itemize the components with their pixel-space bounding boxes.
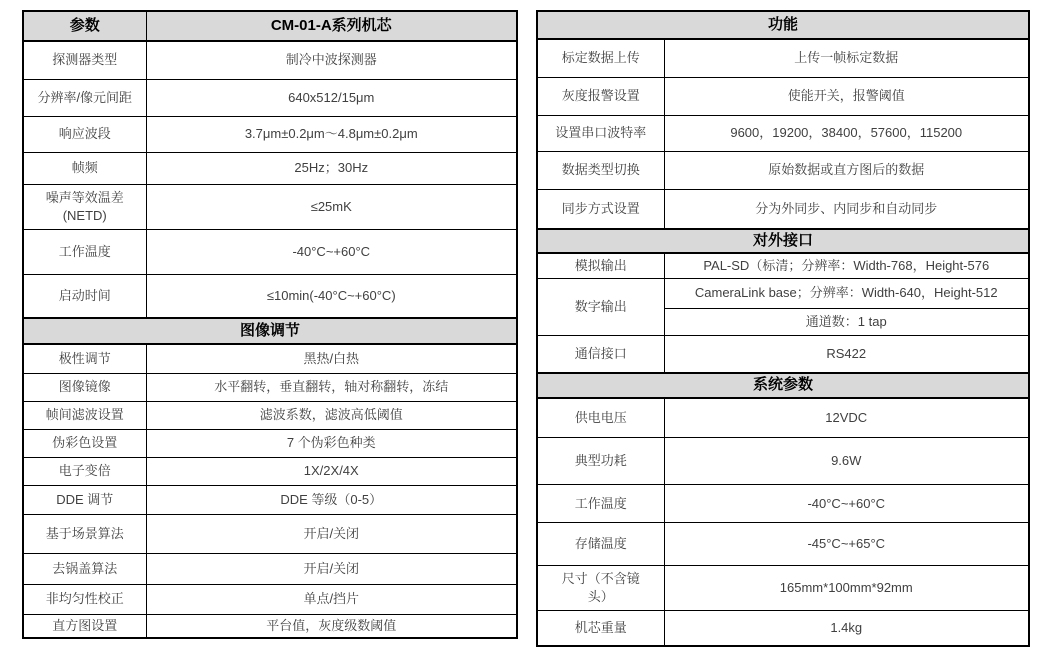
row-value: 使能开关，报警阈值 [664, 77, 1029, 115]
row-label: 分辨率/像元间距 [23, 79, 146, 116]
section-header-row [23, 318, 517, 344]
table-row [537, 335, 1029, 373]
table-row [537, 189, 1029, 229]
row-label: 供电电压 [537, 398, 664, 438]
row-value: 9.6W [664, 438, 1029, 485]
section-header-row [537, 229, 1029, 253]
row-value: DDE 等级（0-5） [146, 485, 517, 514]
row-value: 640x512/15μm [146, 79, 517, 116]
section-header-row [537, 373, 1029, 397]
table-row [23, 485, 517, 514]
row-label: 灰度报警设置 [537, 77, 664, 115]
row-value: 1X/2X/4X [146, 457, 517, 485]
row-label: 启动时间 [23, 274, 146, 318]
row-value: 3.7μm±0.2μm～4.8μm±0.2μm [146, 116, 517, 152]
row-value: ≤25mK [146, 184, 517, 229]
row-value: 9600，19200，38400，57600，115200 [664, 115, 1029, 151]
table-row [537, 39, 1029, 77]
section-title-functions: 功能 [537, 11, 1029, 39]
row-value: -40°C~+60°C [146, 229, 517, 274]
row-value: 单点/挡片 [146, 584, 517, 614]
row-value: 水平翻转，垂直翻转，轴对称翻转，冻结 [146, 373, 517, 401]
row-label: 帧频 [23, 152, 146, 184]
row-label: 非均匀性校正 [23, 584, 146, 614]
table-header-row [23, 11, 517, 41]
row-label: 设置串口波特率 [537, 115, 664, 151]
row-label: 基于场景算法 [23, 514, 146, 553]
row-label: 图像镜像 [23, 373, 146, 401]
row-value: 12VDC [664, 398, 1029, 438]
row-label: 电子变倍 [23, 457, 146, 485]
header-parameter-label: 参数 [23, 11, 146, 41]
row-label: 存储温度 [537, 523, 664, 566]
functions-interfaces-table [536, 10, 1030, 647]
table-row [23, 274, 517, 318]
row-value: 制冷中波探测器 [146, 41, 517, 79]
row-label: 直方图设置 [23, 614, 146, 638]
row-value: 分为外同步、内同步和自动同步 [664, 189, 1029, 229]
table-row [537, 253, 1029, 278]
row-value: 25Hz；30Hz [146, 152, 517, 184]
table-row [23, 584, 517, 614]
row-label: 尺寸（不含镜头） [537, 566, 664, 611]
section-title-interfaces: 对外接口 [537, 229, 1029, 253]
row-label: 帧间滤波设置 [23, 401, 146, 429]
table-row [23, 184, 517, 229]
table-row [537, 278, 1029, 308]
row-label: 同步方式设置 [537, 189, 664, 229]
row-value: 开启/关闭 [146, 553, 517, 584]
row-value: PAL-SD（标清；分辨率：Width-768，Height-576 [664, 253, 1029, 278]
row-value: 7 个伪彩色种类 [146, 429, 517, 457]
row-value: 滤波系数，滤波高低阈值 [146, 401, 517, 429]
table-row [537, 151, 1029, 189]
table-row [537, 611, 1029, 646]
row-label: 去锅盖算法 [23, 553, 146, 584]
row-label: 伪彩色设置 [23, 429, 146, 457]
row-label: 极性调节 [23, 344, 146, 373]
table-row [23, 152, 517, 184]
row-value: 开启/关闭 [146, 514, 517, 553]
table-row [23, 116, 517, 152]
row-label: 典型功耗 [537, 438, 664, 485]
table-row [537, 438, 1029, 485]
table-row [537, 523, 1029, 566]
table-row [23, 373, 517, 401]
table-row [537, 485, 1029, 523]
row-value: ≤10min(-40°C~+60°C) [146, 274, 517, 318]
core-parameters-table [22, 10, 518, 639]
section-title-system: 系统参数 [537, 373, 1029, 397]
row-label: DDE 调节 [23, 485, 146, 514]
table-row [23, 514, 517, 553]
row-label: 响应波段 [23, 116, 146, 152]
row-value-digital-line2: 通道数：1 tap [664, 308, 1029, 335]
row-label-digital-output: 数字输出 [537, 278, 664, 335]
section-title-image-adjust: 图像调节 [23, 318, 517, 344]
table-row [23, 614, 517, 638]
table-row [23, 457, 517, 485]
section-header-row [537, 11, 1029, 39]
row-value: 平台值，灰度级数阈值 [146, 614, 517, 638]
row-label: 通信接口 [537, 335, 664, 373]
row-value: 上传一帧标定数据 [664, 39, 1029, 77]
header-model-label: CM-01-A系列机芯 [146, 11, 517, 41]
row-value: 1.4kg [664, 611, 1029, 646]
table-row [537, 398, 1029, 438]
row-value: RS422 [664, 335, 1029, 373]
row-value: -45°C~+65°C [664, 523, 1029, 566]
row-label: 工作温度 [23, 229, 146, 274]
table-row [23, 429, 517, 457]
row-label: 探测器类型 [23, 41, 146, 79]
row-label: 工作温度 [537, 485, 664, 523]
row-label: 噪声等效温差(NETD) [23, 184, 146, 229]
row-value-digital-line1: CameraLink base；分辨率：Width-640，Height-512 [664, 278, 1029, 308]
table-row [537, 566, 1029, 611]
row-label: 数据类型切换 [537, 151, 664, 189]
table-row [23, 344, 517, 373]
table-row [23, 553, 517, 584]
table-row [23, 41, 517, 79]
row-label: 标定数据上传 [537, 39, 664, 77]
table-row [23, 401, 517, 429]
table-row [23, 79, 517, 116]
row-value: -40°C~+60°C [664, 485, 1029, 523]
table-row [537, 77, 1029, 115]
table-row [23, 229, 517, 274]
row-value: 原始数据或直方图后的数据 [664, 151, 1029, 189]
row-value: 黑热/白热 [146, 344, 517, 373]
table-row [537, 115, 1029, 151]
row-label: 模拟输出 [537, 253, 664, 278]
row-value: 165mm*100mm*92mm [664, 566, 1029, 611]
row-label: 机芯重量 [537, 611, 664, 646]
